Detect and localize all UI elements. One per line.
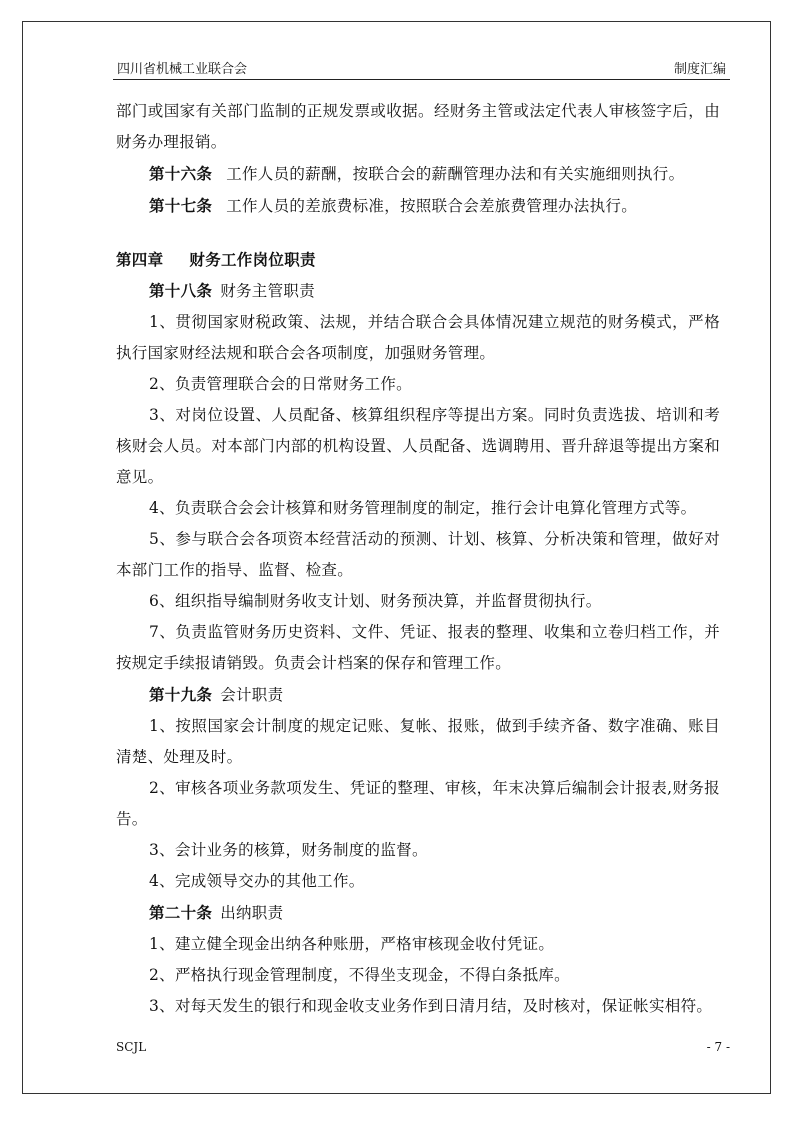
header-doc-title: 制度汇编	[673, 62, 726, 77]
list-item: 4、完成领导交办的其他工作。	[149, 872, 365, 890]
article-number: 第十六条	[149, 164, 213, 183]
list-item: 3、对岗位设置、人员配备、核算组织程序等提出方案。同时负责选拔、培训和考核财会人员。对本部门内部的机构设置、人员配备、选调聘用、晋升辞退等提出方案和意见。	[116, 406, 720, 486]
header-org: 四川省机械工业联合会	[117, 62, 248, 77]
list-item: 2、严格执行现金管理制度，不得坐支现金，不得白条抵库。	[149, 966, 570, 984]
header-rule	[113, 79, 730, 80]
article-number: 第二十条	[149, 903, 213, 922]
article-number: 第十九条	[149, 685, 213, 704]
article-text: 工作人员的差旅费标准，按照联合会差旅费管理办法执行。	[226, 197, 638, 215]
chapter-number: 第四章	[116, 250, 164, 269]
paragraph: 部门或国家有关部门监制的正规发票或收据。经财务主管或法定代表人审核签字后，由财务办理报销。	[116, 102, 720, 151]
list-item: 1、按照国家会计制度的规定记账、复帐、报账，做到手续齐备、数字准确、账目清楚、处理及时。	[116, 717, 720, 766]
article-number: 第十七条	[149, 196, 213, 215]
page-header	[117, 55, 726, 77]
article-number: 第十八条	[149, 281, 213, 300]
article-18	[116, 275, 720, 307]
chapter-title: 财务工作岗位职责	[189, 250, 316, 269]
article-19	[116, 679, 720, 711]
article-16	[116, 158, 720, 190]
list-item: 7、负责监管财务历史资料、文件、凭证、报表的整理、收集和立卷归档工作，并按规定手续报请销毁。负责会计档案的保存和管理工作。	[116, 623, 720, 672]
list-item: 6、组织指导编制财务收支计划、财务预决算，并监督贯彻执行。	[149, 592, 602, 610]
list-item: 5、参与联合会各项资本经营活动的预测、计划、核算、分析决策和管理，做好对本部门工作的指导、监督、检查。	[116, 530, 720, 579]
article-title: 财务主管职责	[220, 282, 316, 300]
page-number: - 7 -	[706, 1040, 730, 1054]
chapter-heading	[116, 244, 720, 275]
list-item: 3、会计业务的核算，财务制度的监督。	[149, 841, 428, 859]
list-item: 3、对每天发生的银行和现金收支业务作到日清月结，及时核对，保证帐实相符。	[149, 997, 713, 1015]
list-item: 1、建立健全现金出纳各种账册，严格审核现金收付凭证。	[149, 935, 555, 953]
article-text: 工作人员的薪酬，按联合会的薪酬管理办法和有关实施细则执行。	[226, 165, 685, 183]
page-footer	[116, 1040, 730, 1054]
list-item: 2、负责管理联合会的日常财务工作。	[149, 375, 412, 393]
list-item: 1、贯彻国家财税政策、法规，并结合联合会具体情况建立规范的财务模式，严格执行国家财经法规和联合会各项制度，加强财务管理。	[116, 313, 720, 362]
list-item: 2、审核各项业务款项发生、凭证的整理、审核，年末决算后编制会计报表,财务报告。	[116, 779, 720, 828]
article-title: 出纳职责	[220, 904, 284, 922]
footer-code: SCJL	[116, 1040, 147, 1054]
document-body	[116, 96, 720, 1022]
article-title: 会计职责	[220, 686, 284, 704]
article-17	[116, 190, 720, 222]
article-20	[116, 897, 720, 929]
list-item: 4、负责联合会会计核算和财务管理制度的制定，推行会计电算化管理方式等。	[149, 499, 697, 517]
